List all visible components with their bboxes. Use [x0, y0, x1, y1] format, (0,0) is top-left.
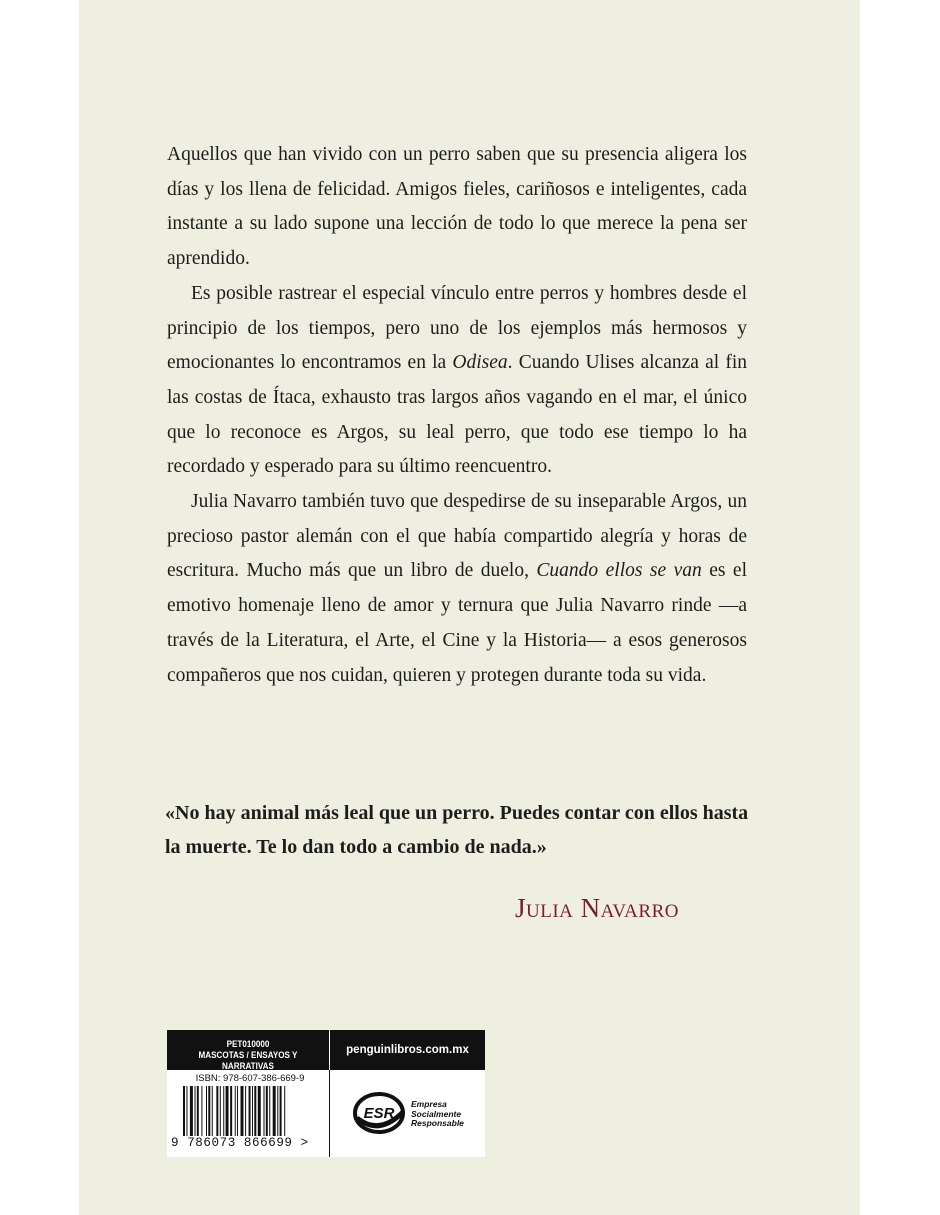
barcode-bar [223, 1086, 224, 1136]
esr-label [411, 1100, 464, 1129]
book-title: Cuando ellos se van [536, 560, 702, 582]
barcode-bar [241, 1086, 244, 1136]
esr-line-2: Socialmente [411, 1108, 462, 1119]
esr-logo-text: ESR [363, 1105, 395, 1122]
barcode-bar [237, 1086, 238, 1136]
barcode-bar [252, 1086, 253, 1136]
synopsis-paragraph-2-text-b: . Cuando Ulises alcanza al fin las costas de Ítaca, exhausto tras largos años vagando en el mar, el único que lo reconoce es Argos, su leal perro, que todo ese tiempo lo ha recordado y esperado para su último reencuentro. [167, 352, 747, 478]
book-title-odisea: Odisea [452, 352, 508, 374]
barcode-bar [254, 1086, 256, 1136]
barcode-bar [216, 1086, 218, 1136]
isbn-label: ISBN: 978-607-386-669-9 [195, 1073, 305, 1084]
synopsis-paragraph-3-text-a: Julia Navarro también tuvo que despedirse de su inseparable Argos, un precioso pastor alemán con el que había compartido alegría y horas de escritura. Mucho más que un libro de duelo, [167, 491, 747, 582]
barcode-bar [183, 1086, 185, 1136]
synopsis-paragraph-2-text-a: Es posible rastrear el especial vínculo entre perros y hombres desde el principio de los tiempos, pero uno de los ejemplos más hermosos y emocionantes lo encontramos en la [167, 282, 747, 374]
barcode-bar [212, 1086, 213, 1136]
barcode-bar [206, 1086, 207, 1136]
esr-line-1: Empresa [411, 1099, 447, 1109]
author-quote: «No hay animal más leal que un perro. Puedes contar con ellos hasta la muerte. Te lo dan todo a cambio de nada.» [165, 802, 749, 858]
barcode-bar [266, 1086, 268, 1136]
synopsis-paragraph-3-text-b: es el emotivo homenaje lleno de amor y ternura que Julia Navarro rinde —a través de la Literatura, el Arte, el Cine y la Historia— a esos generosos compañeros que nos cuidan, quieren y protegen durante toda su vida. [167, 560, 747, 686]
barcode-bar [273, 1086, 276, 1136]
esr-logo-icon [353, 1090, 409, 1136]
barcode-digits: 9 786073 866699 > [171, 1136, 309, 1150]
barcode-bar [230, 1086, 232, 1136]
synopsis-paragraph-3 [167, 485, 747, 693]
barcode-bar [197, 1086, 199, 1136]
barcode-bar [186, 1086, 187, 1136]
synopsis-paragraph-1: Aquellos que han vivido con un perro saben que su presencia aligera los días y los llena de felicidad. Amigos fieles, cariñosos e inteligentes, cada instante a su lado supone una lección de todo lo que merece la pena ser aprendido. [167, 144, 747, 270]
barcode-bar [269, 1086, 270, 1136]
category-name: MASCOTAS / ENSAYOS Y NARRATIVAS [198, 1050, 298, 1071]
barcode-bar [226, 1086, 229, 1136]
barcode-bar [284, 1086, 285, 1136]
barcode-bar [249, 1086, 251, 1136]
barcode-bar [190, 1086, 193, 1136]
category-code: PET010000 [226, 1039, 270, 1049]
barcode-bar [208, 1086, 210, 1136]
barcode-bar [235, 1086, 236, 1136]
synopsis [167, 138, 747, 693]
book-back-cover [79, 0, 860, 1215]
publisher-website: penguinlibros.com.mx [346, 1044, 469, 1056]
barcode-bar [201, 1086, 202, 1136]
barcode-bar [220, 1086, 221, 1136]
divider [329, 1070, 330, 1157]
synopsis-paragraph-2 [167, 277, 747, 485]
author-name: Julia Navarro [515, 893, 679, 923]
category-label [175, 1030, 321, 1070]
barcode-bar [277, 1086, 278, 1136]
barcode-panel [167, 1030, 485, 1157]
barcode-bar [264, 1086, 265, 1136]
barcode-icon [183, 1086, 315, 1136]
barcode-bar [245, 1086, 246, 1136]
barcode-bar [195, 1086, 196, 1136]
category-bar [167, 1030, 485, 1070]
barcode-bar [280, 1086, 282, 1136]
barcode-bar [258, 1086, 261, 1136]
esr-line-3: Responsable [411, 1118, 464, 1128]
